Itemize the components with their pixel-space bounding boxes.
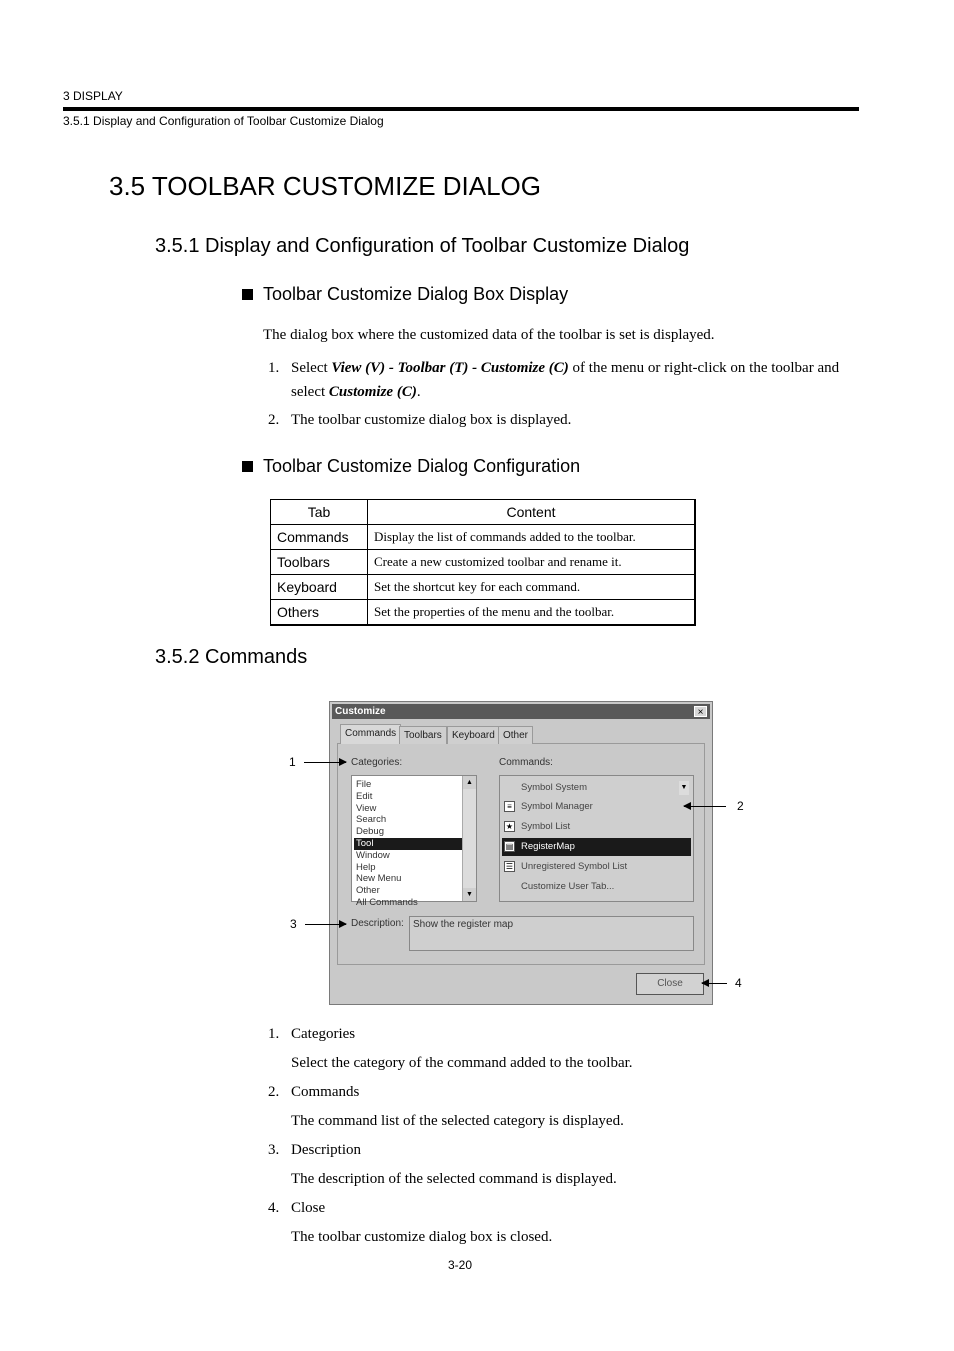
dialog-titlebar (332, 704, 710, 719)
item-body (291, 1080, 858, 1133)
table-row (271, 550, 696, 575)
cell-tab: Others (271, 600, 368, 626)
scroll-down-icon[interactable]: ▼ (463, 888, 476, 901)
tab-commands[interactable]: Commands (340, 724, 401, 744)
list-item (268, 1138, 858, 1191)
list-item (268, 1080, 858, 1133)
close-button[interactable]: Close (636, 973, 704, 995)
list-item[interactable]: Help (356, 861, 376, 873)
step-number: 2. (268, 412, 280, 428)
callout-arrow-4 (702, 983, 727, 984)
list-item[interactable]: View (356, 802, 377, 814)
description-text: Show the register map (413, 919, 514, 930)
cell-tab: Toolbars (271, 550, 368, 575)
command-label: Symbol List (521, 821, 571, 832)
display-heading-text: Toolbar Customize Dialog Box Display (263, 284, 569, 304)
command-item[interactable] (502, 878, 691, 896)
tab-keyboard[interactable]: Keyboard (447, 726, 500, 744)
cell-content: Set the shortcut key for each command. (368, 575, 696, 600)
list-item (268, 356, 858, 404)
step-text: The toolbar customize dialog box is displayed. (291, 412, 572, 428)
square-bullet-icon (242, 289, 253, 300)
item-name: Categories (291, 1026, 356, 1042)
step-text-mid: of the menu or right-click on the toolbar and select (291, 360, 840, 400)
column-header-content: Content (368, 500, 696, 525)
item-desc: The toolbar customize dialog box is closed. (291, 1229, 553, 1245)
page-number: 3-20 (448, 1258, 473, 1272)
categories-scrollbar[interactable] (462, 776, 476, 901)
header-rule (63, 107, 859, 111)
scroll-up-icon[interactable]: ▲ (463, 776, 476, 789)
categories-items (354, 779, 462, 909)
list-item[interactable]: Edit (356, 790, 373, 802)
table-row (271, 600, 696, 626)
description-box (409, 916, 694, 951)
item-desc: The command list of the selected category is displayed. (291, 1113, 624, 1129)
list-item (268, 408, 858, 432)
callout-number-4: 4 (735, 976, 742, 990)
callout-number-2: 2 (737, 799, 744, 813)
tab-other[interactable]: Other (498, 726, 533, 744)
list-item[interactable]: All Commands (356, 896, 418, 908)
square-bullet-icon (242, 461, 253, 472)
command-label: Unregistered Symbol List (521, 861, 628, 872)
item-number: 3. (268, 1142, 280, 1158)
dropdown-arrow-icon[interactable]: ▼ (679, 781, 689, 795)
step-text (291, 356, 858, 404)
item-body (291, 1022, 858, 1075)
list-item[interactable]: File (356, 779, 372, 790)
command-label: Symbol Manager (521, 801, 593, 812)
command-label: RegisterMap (521, 841, 575, 852)
list-item[interactable]: Other (356, 885, 380, 897)
table-header-row (271, 500, 696, 525)
customize-dialog-screenshot (329, 701, 713, 1005)
table-row (271, 525, 696, 550)
menu-item: Customize (C) (328, 384, 417, 400)
item-number: 2. (268, 1084, 280, 1100)
description-label: Description: (351, 918, 404, 929)
intro-paragraph: The dialog box where the customized data of the toolbar is set is displayed. (263, 327, 715, 343)
command-item[interactable] (502, 798, 691, 816)
categories-label: Categories: (351, 757, 403, 768)
command-label: Symbol System (521, 782, 587, 793)
running-header-chapter: 3 DISPLAY (63, 89, 123, 103)
list-item-selected[interactable]: Tool (354, 838, 462, 850)
command-item-selected[interactable] (502, 838, 691, 856)
display-heading (242, 284, 568, 305)
list-item[interactable]: Window (356, 849, 390, 861)
list-item[interactable]: Search (356, 814, 387, 826)
menu-path: View (V) - Toolbar (T) - Customize (C) (331, 360, 569, 376)
symbol-manager-icon: ≡ (504, 801, 515, 812)
cell-tab: Keyboard (271, 575, 368, 600)
item-desc: Select the category of the command added to the toolbar. (291, 1055, 633, 1071)
commands-items-list (268, 1022, 858, 1249)
item-desc: The description of the selected command is displayed. (291, 1171, 617, 1187)
item-name: Description (291, 1142, 361, 1158)
callout-number-3: 3 (290, 917, 297, 931)
dialog-title: Customize (335, 706, 386, 717)
callout-arrow-3 (305, 924, 346, 925)
configuration-table (270, 499, 696, 626)
commands-listbox[interactable] (499, 775, 694, 902)
cell-content: Create a new customized toolbar and rename it. (368, 550, 696, 575)
list-icon: ☰ (505, 862, 514, 871)
categories-listbox[interactable] (351, 775, 477, 908)
callout-arrow-1 (304, 762, 346, 763)
callout-arrow-2 (684, 806, 726, 807)
command-item[interactable] (502, 779, 691, 797)
command-item[interactable] (502, 818, 691, 836)
subsection-title-display: 3.5.1 Display and Configuration of Toolbar Customize Dialog (155, 235, 690, 257)
item-number: 4. (268, 1200, 280, 1216)
table-row (271, 575, 696, 600)
display-steps-list (268, 356, 858, 432)
cell-content: Set the properties of the menu and the toolbar. (368, 600, 696, 626)
section-title: 3.5 TOOLBAR CUSTOMIZE DIALOG (109, 171, 542, 201)
close-icon[interactable]: × (694, 706, 707, 717)
column-header-tab: Tab (271, 500, 368, 525)
cell-tab: Commands (271, 525, 368, 550)
subsection-title-commands: 3.5.2 Commands (155, 646, 308, 668)
command-item[interactable] (502, 858, 691, 876)
step-number: 1. (268, 360, 280, 376)
running-header-section: 3.5.1 Display and Configuration of Toolbar Customize Dialog (63, 114, 384, 128)
cell-content: Display the list of commands added to the toolbar. (368, 525, 696, 550)
callout-number-1: 1 (289, 755, 296, 769)
list-item[interactable]: New Menu (356, 873, 402, 885)
config-heading (242, 456, 580, 477)
register-map-icon: ▤ (505, 842, 514, 851)
item-name: Close (291, 1200, 326, 1216)
item-number: 1. (268, 1026, 280, 1042)
star-icon: ★ (505, 822, 514, 831)
commands-label: Commands: (499, 757, 553, 768)
list-item (268, 1196, 858, 1249)
item-body (291, 1196, 858, 1249)
list-item (268, 1022, 858, 1075)
step-text-post: . (416, 384, 421, 400)
list-item[interactable]: Debug (356, 826, 384, 838)
command-label: Customize User Tab... (521, 881, 615, 892)
tab-toolbars[interactable]: Toolbars (399, 726, 447, 744)
item-body (291, 1138, 858, 1191)
item-name: Commands (291, 1084, 360, 1100)
step-text-pre: Select (291, 360, 332, 376)
config-heading-text: Toolbar Customize Dialog Configuration (263, 456, 581, 476)
